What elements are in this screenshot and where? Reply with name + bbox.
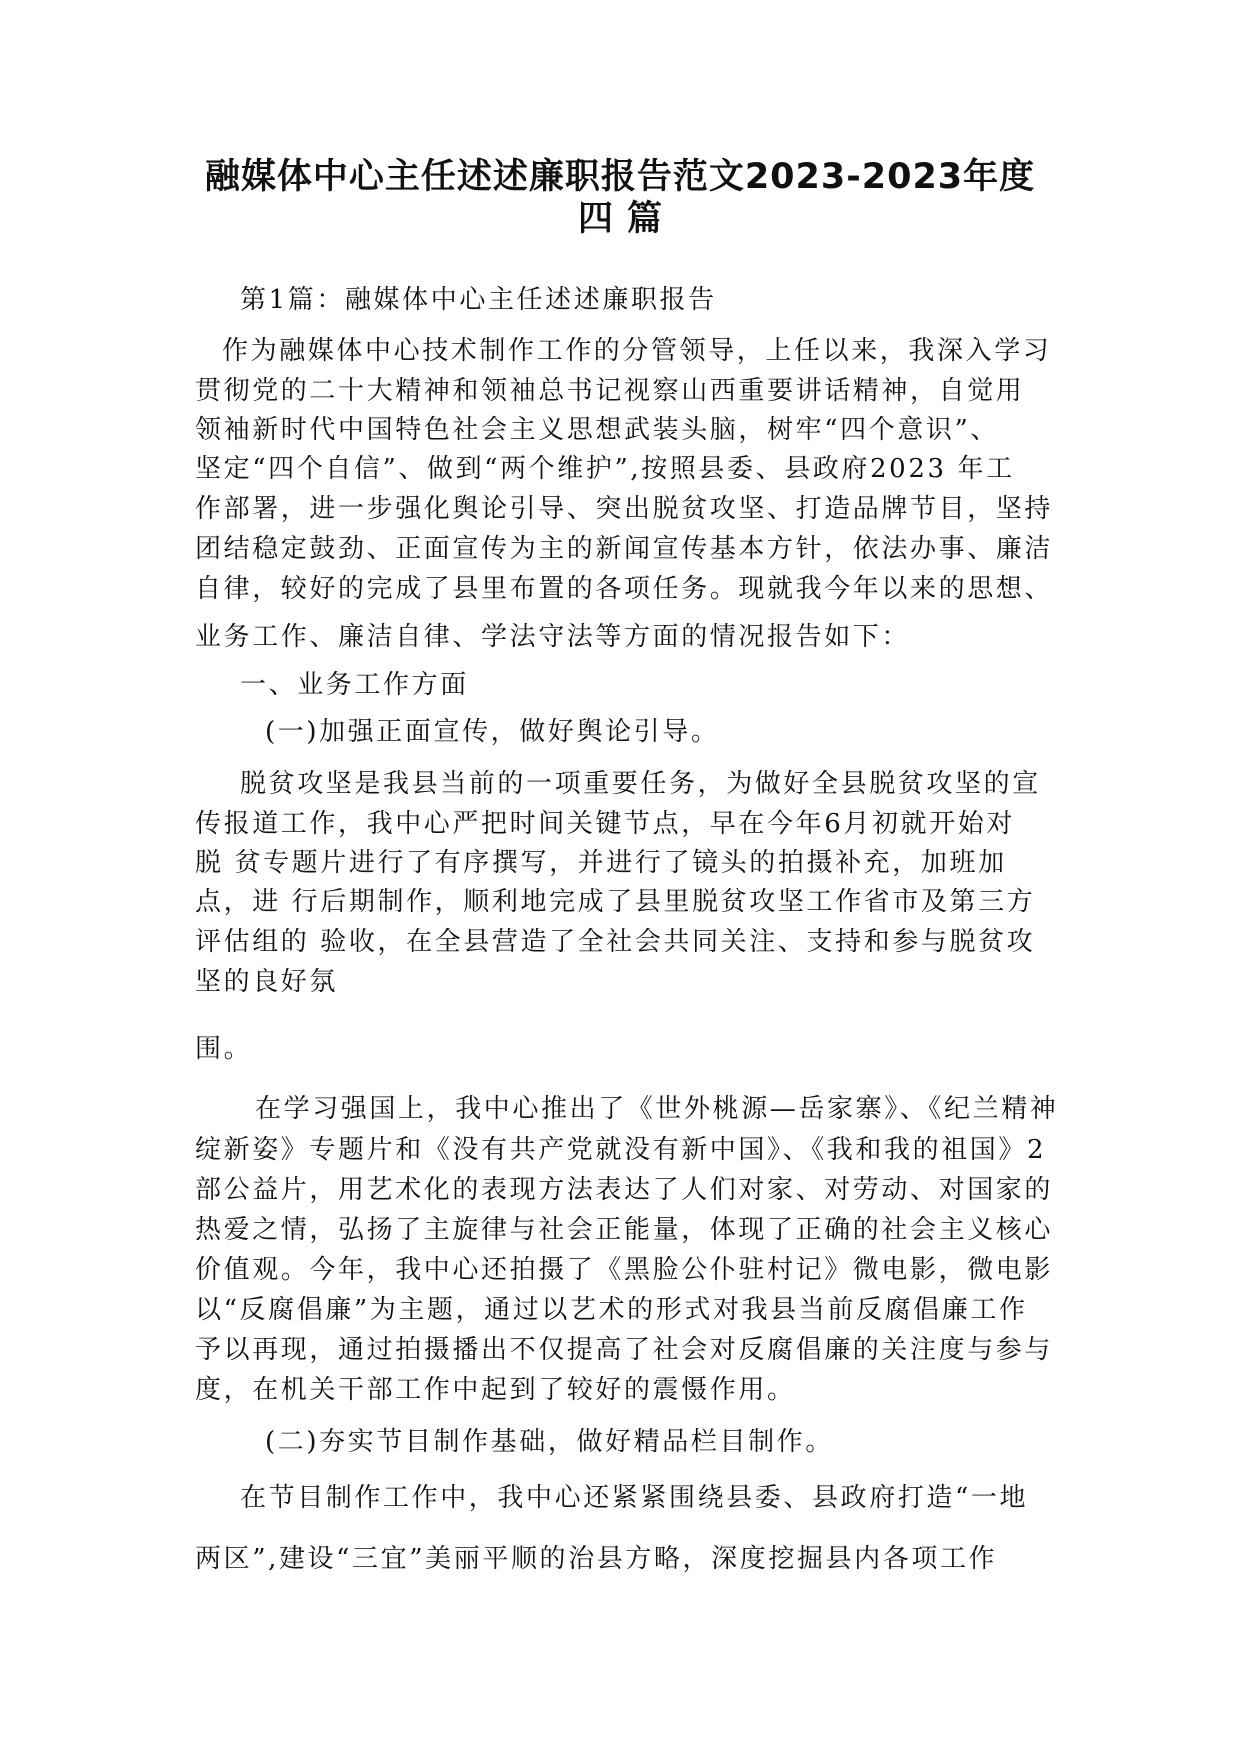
paragraph-line: 作为融媒体中心技术制作工作的分管领导，上任以来，我深入学习	[222, 336, 1052, 366]
paragraph-line: 部公益片，用艺术化的表现方法表达了人们对家、对劳动、对国家的	[195, 1175, 1054, 1205]
paragraph-line: 围。	[195, 1034, 253, 1064]
paragraph-line: 领袖新时代中国特色社会主义思想武装头脑，树牢“四个意识”、	[195, 415, 999, 445]
paragraph-line: 以“反腐倡廉”为主题，通过以艺术的形式对我县当前反腐倡廉工作	[195, 1295, 1028, 1325]
paragraph-line: 坚的良好氛	[195, 967, 339, 997]
paragraph-line: 自律，较好的完成了县里布置的各项任务。现就我今年以来的思想、	[195, 574, 1054, 604]
paragraph-line: 在节目制作工作中，我中心还紧紧围绕县委、县政府打造“一地	[240, 1483, 1029, 1513]
document-title-line-1: 融媒体中心主任述述廉职报告范文2023-2023年度	[204, 157, 1036, 197]
paragraph-line: 脱 贫专题片进行了有序撰写，并进行了镜头的拍摄补充，加班加	[195, 848, 1007, 878]
paragraph-line: 坚定“四个自信”、做到“两个维护”,按照县委、县政府2023 年工	[195, 454, 1015, 484]
subsection-heading-2: (二)夯实节目制作基础，做好精品栏目制作。	[265, 1427, 834, 1457]
paragraph-line: 作部署，进一步强化舆论引导、突出脱贫攻坚、打造品牌节目，坚持	[195, 494, 1054, 524]
paragraph-line: 两区”,建设“三宜”美丽平顺的治县方略，深度挖掘县内各项工作	[195, 1544, 998, 1574]
paragraph-line: 业务工作、廉洁自律、学法守法等方面的情况报告如下：	[195, 622, 911, 652]
paragraph-line: 点，进 行后期制作，顺利地完成了县里脱贫攻坚工作省市及第三方	[195, 887, 1036, 917]
paragraph-line: 传报道工作，我中心严把时间关键节点，早在今年6月初就开始对	[195, 809, 1015, 839]
document-title-line-2: 四篇	[577, 199, 676, 239]
paragraph-line: 团结稳定鼓劲、正面宣传为主的新闻宣传基本方针，依法办事、廉洁	[195, 534, 1054, 564]
paragraph-line: 价值观。今年，我中心还拍摄了《黑脸公仆驻村记》微电影，微电影	[195, 1255, 1054, 1285]
paragraph-line: 脱贫攻坚是我县当前的一项重要任务，为做好全县脱贫攻坚的宣	[240, 769, 1041, 799]
paragraph-line: 予以再现，通过拍摄播出不仅提高了社会对反腐倡廉的关注度与参与	[195, 1335, 1054, 1365]
section-heading-part-1: 第1篇：融媒体中心主任述述廉职报告	[240, 285, 717, 315]
paragraph-line: 度，在机关干部工作中起到了较好的震慑作用。	[195, 1375, 796, 1405]
paragraph-line: 评估组的 验收，在全县营造了全社会共同关注、支持和参与脱贫攻	[195, 927, 1036, 957]
subsection-heading-1: (一)加强正面宣传，做好舆论引导。	[265, 717, 720, 747]
section-heading-business-work: 一、业务工作方面	[240, 670, 469, 700]
paragraph-line: 在学习强国上，我中心推出了《世外桃源—岳家寨》、《纪兰精神	[255, 1094, 1059, 1124]
paragraph-line: 热爱之情，弘扬了主旋律与社会正能量，体现了正确的社会主义核心	[195, 1215, 1054, 1245]
paragraph-line: 绽新姿》专题片和《没有共产党就没有新中国》、《我和我的祖国》2	[195, 1135, 1047, 1165]
paragraph-line: 贯彻党的二十大精神和领袖总书记视察山西重要讲话精神，自觉用	[195, 376, 1025, 406]
